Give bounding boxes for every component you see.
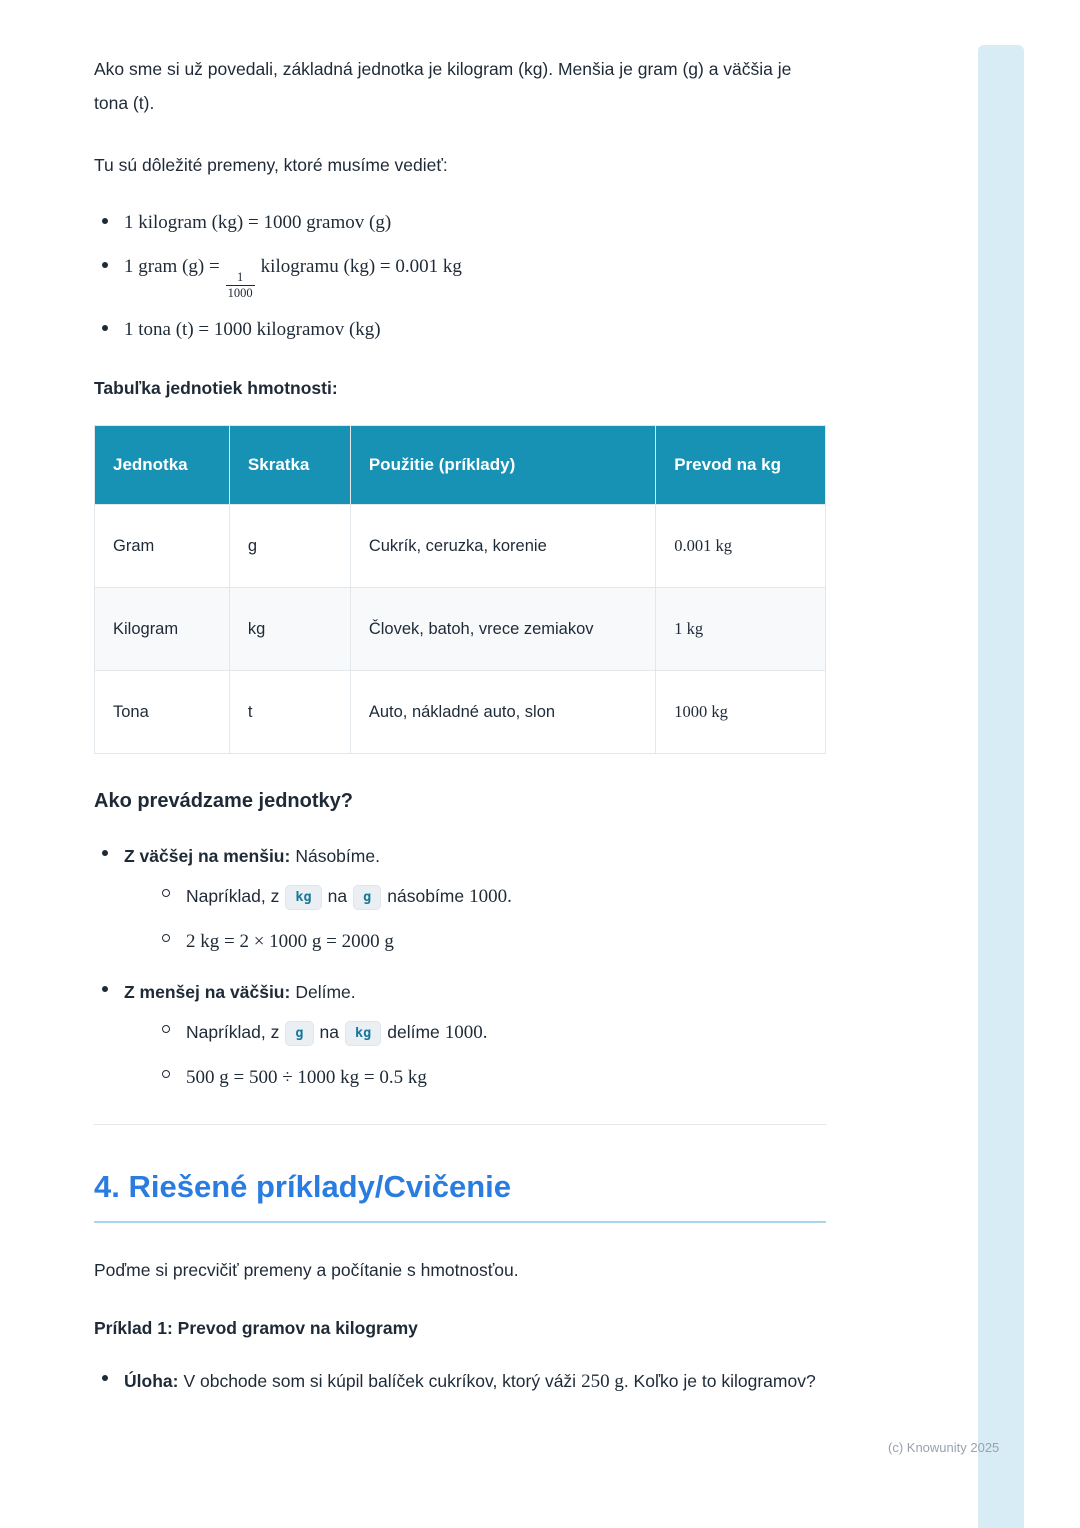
section-intro: Poďme si precvičiť premeny a počítanie s hmotnosťou. [94,1260,519,1280]
conversion-item-pre: 1 gram (g) = [124,256,220,277]
table-header-cell: Prevod na kg [656,426,826,505]
table-cell-usage: Človek, batoh, vrece zemiakov [350,588,655,671]
rule-text: Delíme. [295,982,356,1002]
conversion-list [94,208,826,345]
table-cell-conversion: 0.001 kg [656,505,826,588]
intro-lead-in: Tu sú dôležité premeny, ktoré musíme vedieť: [94,155,448,175]
unit-badge-g: g [285,1021,313,1046]
list-item [94,1365,826,1398]
intro-paragraph: Ako sme si už povedali, základná jednotka je kilogram (kg). Menšia je gram (g) a väčšia je tona (t). [94,59,792,113]
list-item [94,315,826,345]
table-row [95,671,826,754]
task-label: Úloha: [124,1371,179,1391]
conversion-item-text: 1 tona (t) = 1000 kilogramov (kg) [124,319,381,340]
rule-sublist [124,1016,826,1094]
rule-sublist [124,880,826,958]
math-example: 2 kg = 2 × 1000 g = 2000 g [186,931,394,952]
table-heading: Tabuľka jednotiek hmotnosti: [94,378,338,398]
rules-heading: Ako prevádzame jednotky? [94,790,353,812]
section-title: 4. Riešené príklady/Cvičenie [94,1167,826,1223]
list-item [94,840,826,958]
copyright-text: (c) Knowunity 2025 [888,1440,1000,1455]
table-cell-usage: Auto, nákladné auto, slon [350,671,655,754]
example-post: delíme [387,1022,440,1042]
rule-label: Z väčšej na menšiu: [124,846,291,866]
table-row [95,588,826,671]
example-mid: na [319,1022,339,1042]
list-item [158,1016,826,1049]
fraction [226,270,255,301]
conversion-item-text: 1 kilogram (kg) = 1000 gramov (g) [124,212,392,233]
example-pre: Napríklad, z [186,1022,280,1042]
list-item [94,976,826,1094]
unit-badge-kg: kg [345,1021,381,1046]
table-cell-abbr: kg [229,588,350,671]
table-cell-unit: Kilogram [95,588,230,671]
fraction-numerator: 1 [237,270,244,284]
list-item [94,252,826,301]
example-number: 1000. [469,886,512,907]
table-row [95,505,826,588]
document-content [94,52,826,1412]
rules-list [94,840,826,1094]
table-header-row [95,426,826,505]
table-cell-abbr: g [229,505,350,588]
fraction-denominator: 1000 [227,286,253,300]
example-mid: na [327,886,348,906]
example-pre: Napríklad, z [186,886,280,906]
table-header-cell: Skratka [229,426,350,505]
rule-label: Z menšej na väčšiu: [124,982,291,1002]
table-cell-conversion: 1 kg [656,588,826,671]
list-item [158,1061,826,1094]
table-header-cell: Jednotka [95,426,230,505]
table-cell-unit: Tona [95,671,230,754]
task-math: 250 g [581,1371,624,1392]
mass-units-table [94,425,826,754]
table-cell-usage: Cukrík, ceruzka, korenie [350,505,655,588]
task-pre: V obchode som si kúpil balíček cukríkov, ktorý váži [183,1371,577,1391]
scrollbar-track[interactable] [978,45,1024,1528]
table-cell-abbr: t [229,671,350,754]
rule-text: Násobíme. [295,846,380,866]
list-item [158,880,826,913]
conversion-item-post: kilogramu (kg) = 0.001 kg [260,256,462,277]
unit-badge-kg: kg [285,885,321,910]
table-cell-conversion: 1000 kg [656,671,826,754]
table-header-cell: Použitie (príklady) [350,426,655,505]
list-item [94,208,826,238]
unit-badge-g: g [353,885,381,910]
section-divider [94,1124,826,1125]
list-item [158,925,826,958]
table-cell-unit: Gram [95,505,230,588]
task-post: . Koľko je to kilogramov? [623,1371,816,1391]
example-heading: Príklad 1: Prevod gramov na kilogramy [94,1318,418,1338]
math-example: 500 g = 500 ÷ 1000 kg = 0.5 kg [186,1067,427,1088]
example-post: násobíme [387,886,465,906]
task-list [94,1365,826,1398]
example-number: 1000. [444,1022,488,1043]
